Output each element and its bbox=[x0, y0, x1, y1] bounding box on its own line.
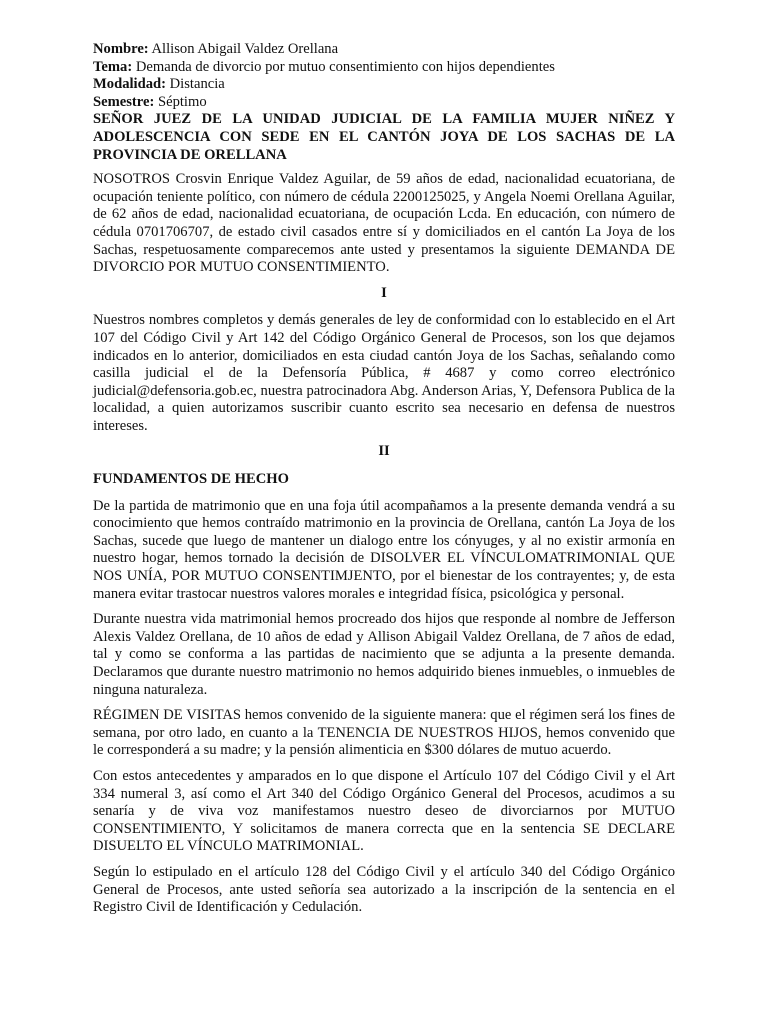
document-page bbox=[93, 41, 675, 925]
meta-nombre bbox=[93, 41, 675, 59]
section-number-1: I bbox=[381, 284, 387, 301]
court-address: SEÑOR JUEZ DE LA UNIDAD JUDICIAL DE LA FAMILIA MUJER NIÑEZ Y ADOLESCENCIA CON SEDE EN EL CANTÓN JOYA DE LOS SACHAS DE LA PROVINCIA DE ORELLANA bbox=[93, 111, 675, 163]
fundamentos-paragraph-5: Según lo estipulado en el artículo 128 del Código Civil y el artículo 340 del Código Orgánico General de Procesos, ante usted señoría sea autorizado a la inscripción de la sentencia en el Registro Civil de Identificación y Cedulación. bbox=[93, 863, 675, 916]
modalidad-value: Distancia bbox=[169, 76, 225, 93]
tema-value: Demanda de divorcio por mutuo consentimiento con hijos dependientes bbox=[135, 58, 555, 75]
tema-label: Tema: bbox=[93, 58, 133, 75]
section1-paragraph: Nuestros nombres completos y demás generales de ley de conformidad con lo establecido en el Art 107 del Código Civil y Art 142 del Código Orgánico General de Procesos, son los que dejamos indicados en lo anterior, domiciliados en esta ciudad cantón Joya de los Sachas, señalando como casilla judicial el de la Defensoría Pública, # 4687 y como correo electrónico judicial@defensoria.gob.ec, nuestra patrocinadora Abg. Anderson Arias, Y, Defensora Publica de la localidad, a quien autorizamos suscribir cuanto escrito sea necesario en defensa de nuestros intereses. bbox=[93, 312, 675, 434]
fundamentos-paragraph-3: RÉGIMEN DE VISITAS hemos convenido de la siguiente manera: que el régimen será los fines de semana, por otro lado, en cuanto a la TENENCIA DE NUESTROS HIJOS, hemos convenido que le corresponderá a su madre; y la pensión alimenticia en $300 dólares de mutuo acuerdo. bbox=[93, 707, 675, 759]
section-title-fundamentos: FUNDAMENTOS DE HECHO bbox=[93, 471, 289, 488]
meta-tema bbox=[93, 59, 675, 77]
modalidad-label: Modalidad: bbox=[93, 76, 166, 93]
fundamentos-paragraph-1: De la partida de matrimonio que en una foja útil acompañamos a la presente demanda vendrá a su conocimiento que hemos contraído matrimonio en la provincia de Orellana, cantón La Joya de los Sachas, sucede que luego de mantener un dialogo entre los cónyuges, y al no existir armonía en nuestro hogar, hemos tornado la decisión de DISOLVER EL VÍNCULOMATRIMONIAL QUE NOS UNÍA, POR MUTUO CONSENTIMJENTO, por el bienestar de los contrayentes; y, de esta manera evitar trastocar nuestros valores morales e integridad física, psicológica y personal. bbox=[93, 497, 675, 602]
meta-modalidad bbox=[93, 76, 675, 94]
nombre-label: Nombre: bbox=[93, 41, 149, 57]
semestre-label: Semestre: bbox=[93, 93, 155, 110]
intro-paragraph: NOSOTROS Crosvin Enrique Valdez Aguilar, de 59 años de edad, nacionalidad ecuatoriana, de ocupación teniente político, con número de cédula 2200125025, y Angela Noemi Orellana Aguilar, de 62 años de edad, nacionalidad ecuatoriana, de ocupación Lcda. En educación, con número de cédula 0701706707, de estado civil casados entre sí y domiciliados en el cantón La Joya de los Sachas, respetuosamente comparecemos ante usted y presentamos la siguiente DEMANDA DE DIVORCIO POR MUTUO CONSENTIMIENTO. bbox=[93, 171, 675, 276]
fundamentos-paragraph-4: Con estos antecedentes y amparados en lo que dispone el Artículo 107 del Código Civil y el Art 334 numeral 3, así como el Art 340 del Código Orgánico General del Procesos, acudimos a su senaría y de viva voz manifestamos nuestro deseo de divorciarnos por MUTUO CONSENTIMIENTO, Y solicitamos de manera correcta que en la sentencia SE DECLARE DISUELTO EL VÍNCULO MATRIMONIAL. bbox=[93, 767, 675, 855]
section-number-2: II bbox=[378, 443, 390, 460]
meta-semestre bbox=[93, 94, 675, 112]
semestre-value: Séptimo bbox=[157, 93, 207, 110]
nombre-value: Allison Abigail Valdez Orellana bbox=[151, 41, 339, 57]
fundamentos-paragraph-2: Durante nuestra vida matrimonial hemos procreado dos hijos que responde al nombre de Jefferson Alexis Valdez Orellana, de 10 años de edad y Allison Abigail Valdez Orellana, de 7 años de edad, tal y como se conforma a las partidas de nacimiento que se adjunta a la presente demanda. Declaramos que durante nuestro matrimonio no hemos adquirido bienes inmuebles, o inmuebles de ninguna naturaleza. bbox=[93, 611, 675, 698]
